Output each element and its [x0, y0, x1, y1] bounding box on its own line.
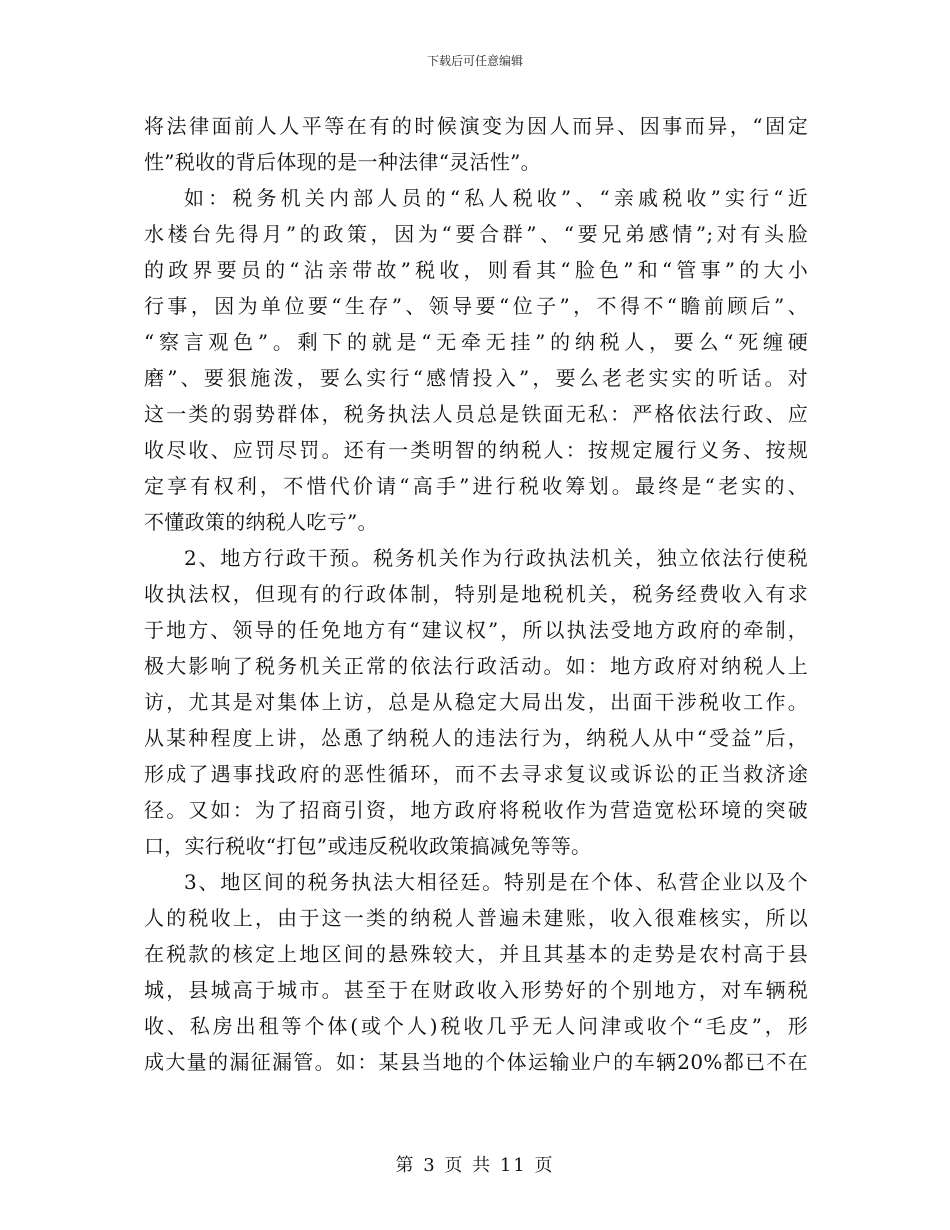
text-line: 访，尤其是对集体上访，总是从稳定大局出发，出面干涉税收工作。 — [144, 690, 808, 714]
text-line: 成大量的漏征漏管。如：某县当地的个体运输业户的车辆20%都已不在 — [144, 1050, 808, 1074]
text-line: 这一类的弱势群体，税务执法人员总是铁面无私：严格依法行政、应 — [144, 402, 808, 426]
text-line: 从某种程度上讲，怂恿了纳税人的违法行为，纳税人从中“受益”后， — [144, 726, 808, 750]
text-line: 磨”、要狠施泼，要么实行“感情投入”，要么老老实实的听话。对 — [144, 366, 808, 390]
text-line: 不懂政策的纳税人吃亏”。 — [144, 510, 378, 534]
text-line: 将法律面前人人平等在有的时候演变为因人而异、因事而异，“固定 — [144, 114, 808, 138]
text-line: 口，实行税收“打包”或违反税收政策搞减免等等。 — [144, 834, 592, 858]
text-line: 于地方、领导的任免地方有“建议权”，所以执法受地方政府的牵制， — [144, 618, 808, 642]
text-line: 收执法权，但现有的行政体制，特别是地税机关，税务经费收入有求 — [144, 582, 808, 606]
text-line: 2、地方行政干预。税务机关作为行政执法机关，独立依法行使税 — [184, 546, 808, 570]
page-header: 下载后可任意编辑 — [426, 54, 523, 68]
page-footer: 第 3 页 共 11 页 — [395, 1155, 555, 1176]
text-line: 极大影响了税务机关正常的依法行政活动。如：地方政府对纳税人上 — [144, 654, 808, 678]
text-line: 水楼台先得月”的政策，因为“要合群”、“要兄弟感情”;对有头脸 — [144, 222, 808, 246]
text-line: 3、地区间的税务执法大相径廷。特别是在个体、私营企业以及个 — [184, 870, 808, 894]
text-line: 的政界要员的“沾亲带故”税收，则看其“脸色”和“管事”的大小 — [144, 258, 808, 282]
text-line: 形成了遇事找政府的恶性循环，而不去寻求复议或诉讼的正当救济途 — [144, 762, 808, 786]
text-line: 城，县城高于城市。甚至于在财政收入形势好的个别地方，对车辆税 — [144, 978, 808, 1002]
document-body — [144, 108, 808, 1080]
text-line: 收、私房出租等个体(或个人)税收几乎无人问津或收个“毛皮”，形 — [144, 1014, 808, 1038]
text-line: 性”税收的背后体现的是一种法律“灵活性”。 — [144, 150, 541, 174]
text-line: 行事，因为单位要“生存”、领导要“位子”，不得不“瞻前顾后”、 — [144, 294, 808, 318]
text-line: 在税款的核定上地区间的悬殊较大，并且其基本的走势是农村高于县 — [144, 942, 808, 966]
text-line: 人的税收上，由于这一类的纳税人普遍未建账，收入很难核实，所以 — [144, 906, 808, 930]
text-line: “察言观色”。剩下的就是“无牵无挂”的纳税人，要么“死缠硬 — [144, 330, 808, 354]
text-line: 径。又如：为了招商引资，地方政府将税收作为营造宽松环境的突破 — [144, 798, 808, 822]
text-line: 收尽收、应罚尽罚。还有一类明智的纳税人：按规定履行义务、按规 — [144, 438, 808, 462]
text-line: 如：税务机关内部人员的“私人税收”、“亲戚税收”实行“近 — [184, 186, 808, 210]
text-line: 定享有权利，不惜代价请“高手”进行税收筹划。最终是“老实的、 — [144, 474, 808, 498]
